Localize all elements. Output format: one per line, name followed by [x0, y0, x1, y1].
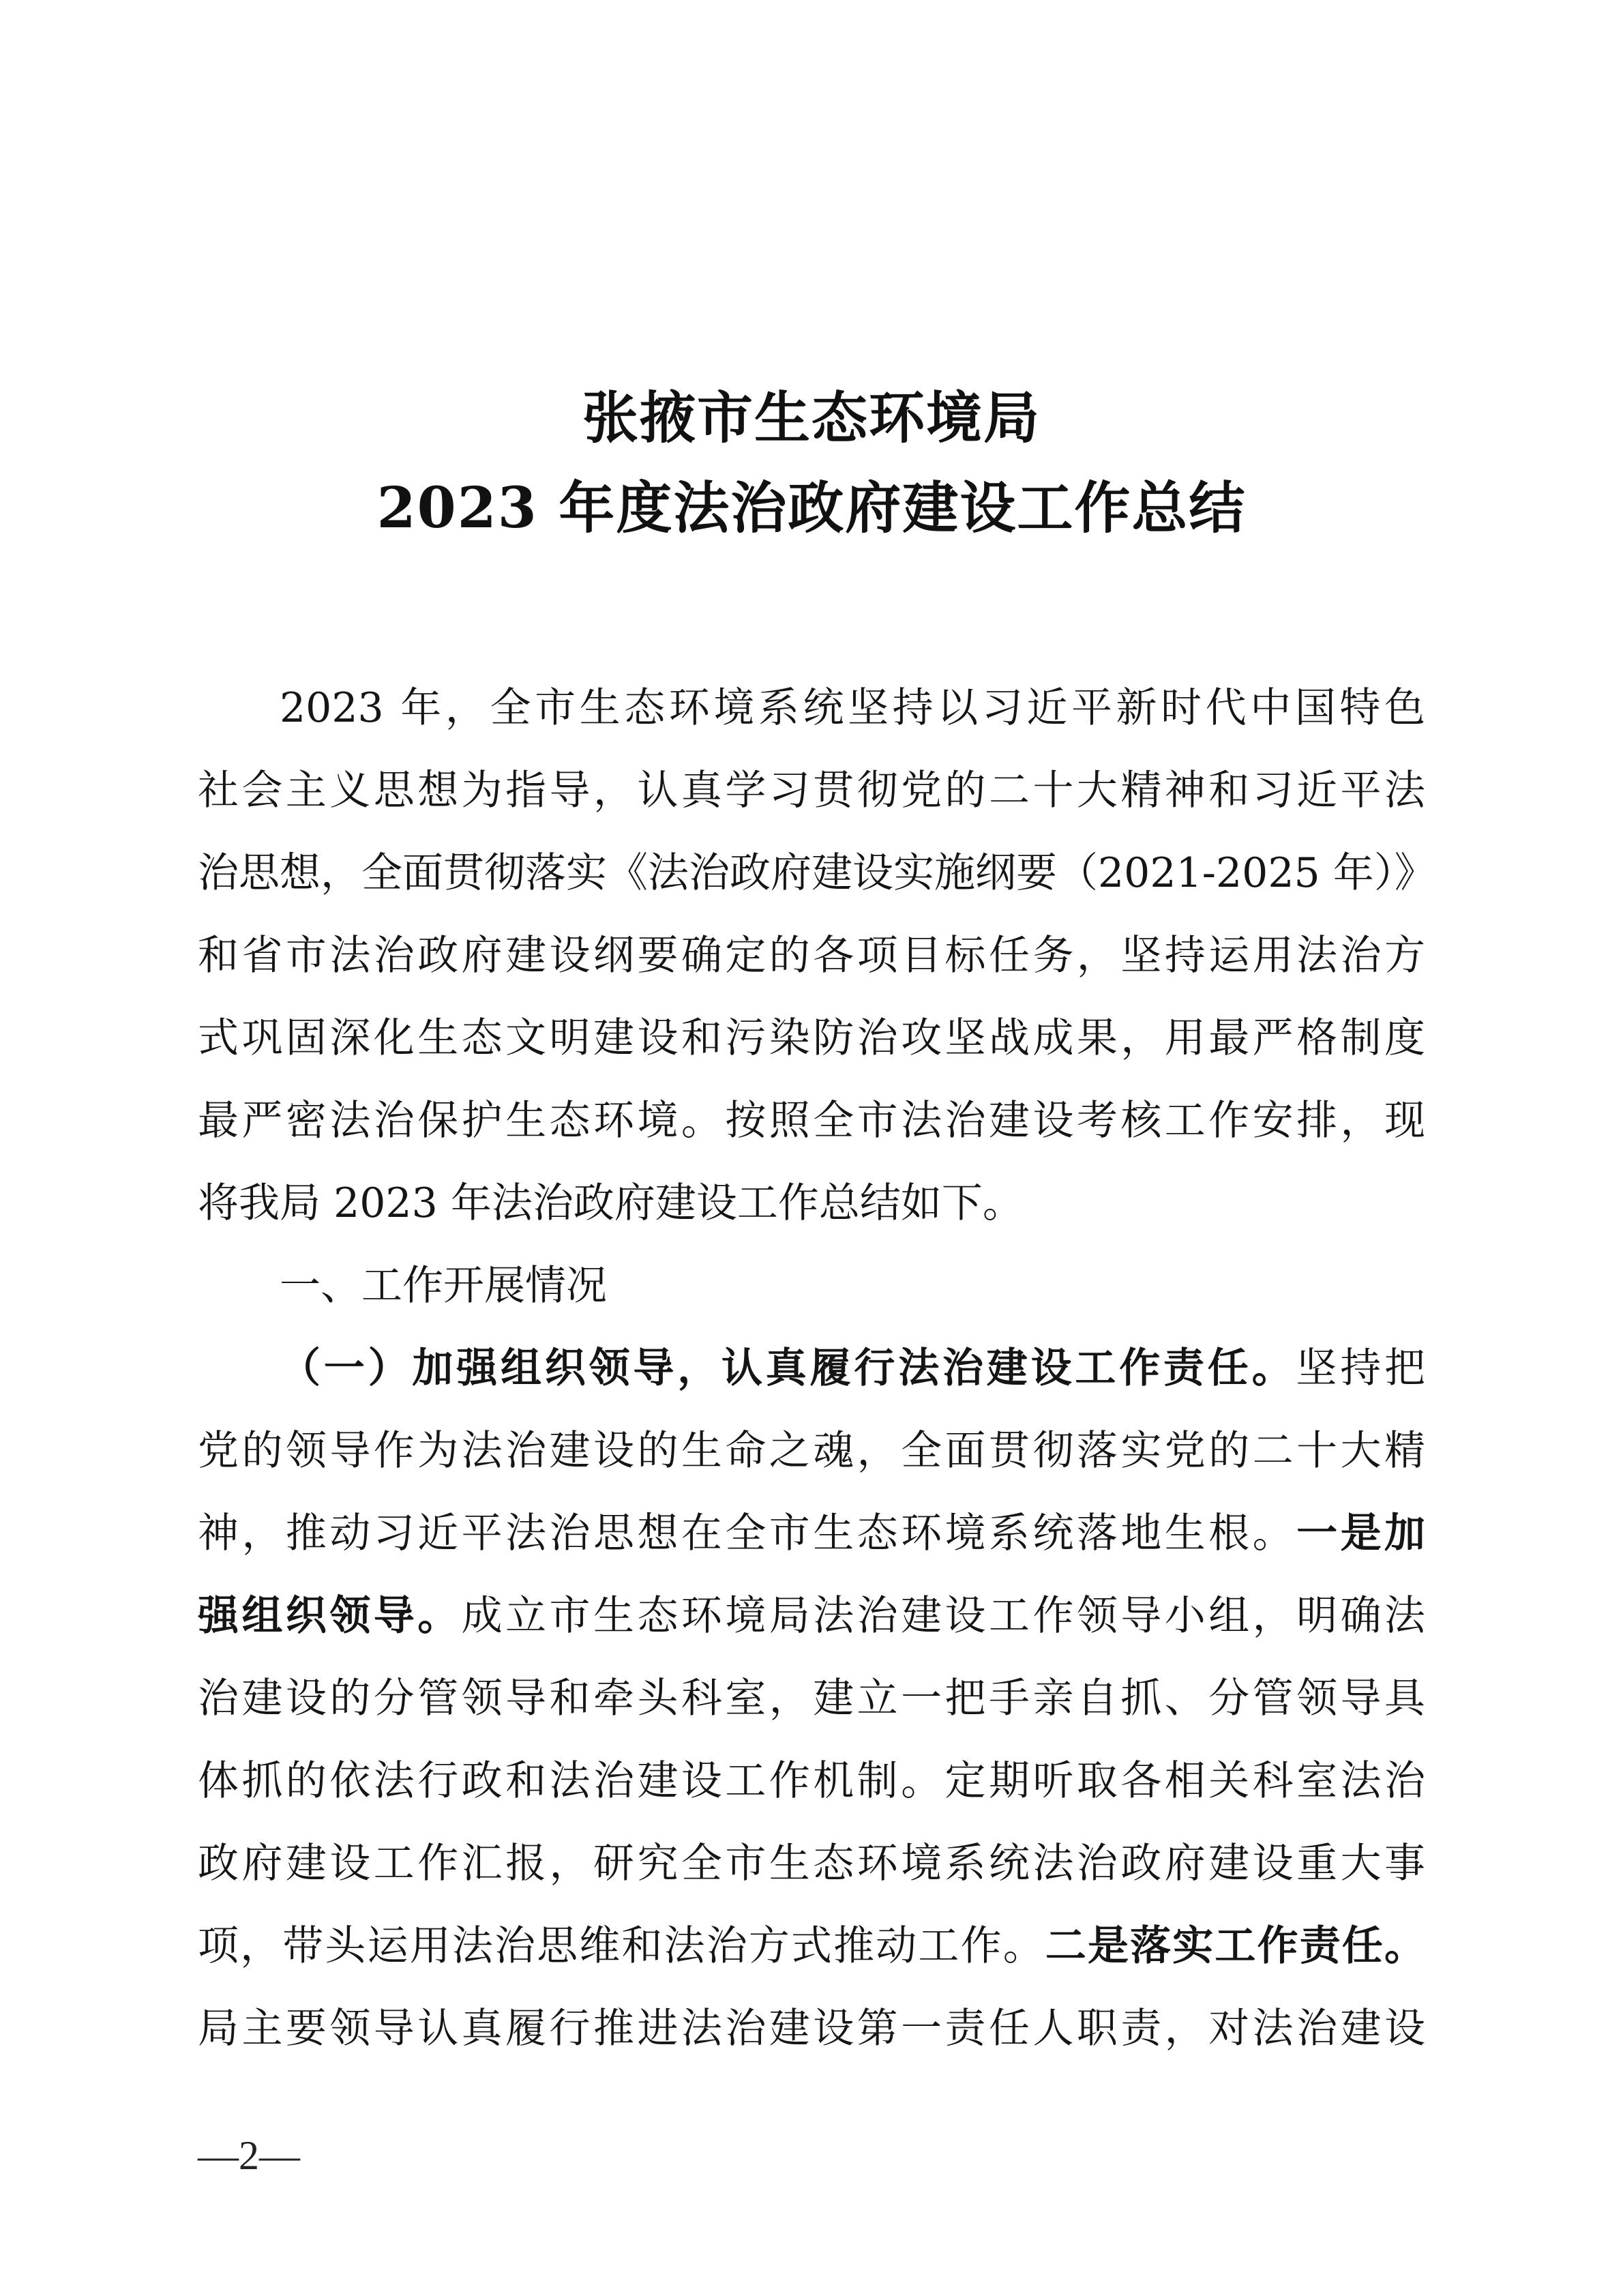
paragraph-line: 体抓的依法行政和法治建设工作机制。定期听取各相关科室法治: [198, 1757, 1425, 1805]
paragraph-line: 治建设的分管领导和牵头科室，建立一把手亲自抓、分管领导具: [198, 1675, 1425, 1722]
document-title-line1: 张掖市生态环境局: [582, 385, 1041, 451]
paragraph-line: [198, 1507, 1425, 1559]
bold-phrase: 一是加: [1296, 1510, 1426, 1557]
subsection-heading: （一）加强组织领导，认真履行法治建设工作责任。: [280, 1344, 1296, 1392]
intro-line: 2023 年，全市生态环境系统坚持以习近平新时代中国特色: [280, 684, 1425, 732]
paragraph-line: 党的领导作为法治建设的生命之魂，全面贯彻落实党的二十大精: [198, 1427, 1425, 1475]
paragraph-text: 坚持把: [1296, 1344, 1426, 1392]
paragraph-text: 神，推动习近平法治思想在全市生态环境系统落地生根。: [198, 1510, 1297, 1557]
bold-phrase: 二是落实工作责任。: [1045, 1922, 1426, 1970]
intro-line: 式巩固深化生态文明建设和污染防治攻坚战成果，用最严格制度: [198, 1014, 1425, 1062]
paragraph-line: [198, 1590, 1425, 1642]
paragraph-text: 成立市生态环境局法治建设工作领导小组，明确法: [461, 1592, 1426, 1640]
intro-line: 将我局 2023 年法治政府建设工作总结如下。: [198, 1179, 1024, 1227]
paragraph-text: 项，带头运用法治思维和法治方式推动工作。: [198, 1922, 1045, 1970]
paragraph-line: 政府建设工作汇报，研究全市生态环境系统法治政府建设重大事: [198, 1840, 1425, 1887]
paragraph-line: 局主要领导认真履行推进法治建设第一责任人职责，对法治建设: [198, 2005, 1425, 2052]
bold-phrase: 强组织领导。: [198, 1592, 462, 1640]
paragraph-line: [198, 1920, 1425, 1972]
intro-line: 社会主义思想为指导，认真学习贯彻党的二十大精神和习近平法: [198, 767, 1425, 814]
intro-line: 治思想，全面贯彻落实《法治政府建设实施纲要（2021-2025 年）》: [198, 849, 1435, 897]
page-number: —2—: [198, 2133, 300, 2178]
intro-line: 和省市法治政府建设纲要确定的各项目标任务，坚持运用法治方: [198, 932, 1425, 980]
intro-line: 最严密法治保护生态环境。按照全市法治建设考核工作安排，现: [198, 1097, 1425, 1145]
document-title-line2: 2023 年度法治政府建设工作总结: [376, 475, 1247, 541]
section-heading: 一、工作开展情况: [280, 1262, 607, 1310]
paragraph-line: [280, 1342, 1425, 1394]
